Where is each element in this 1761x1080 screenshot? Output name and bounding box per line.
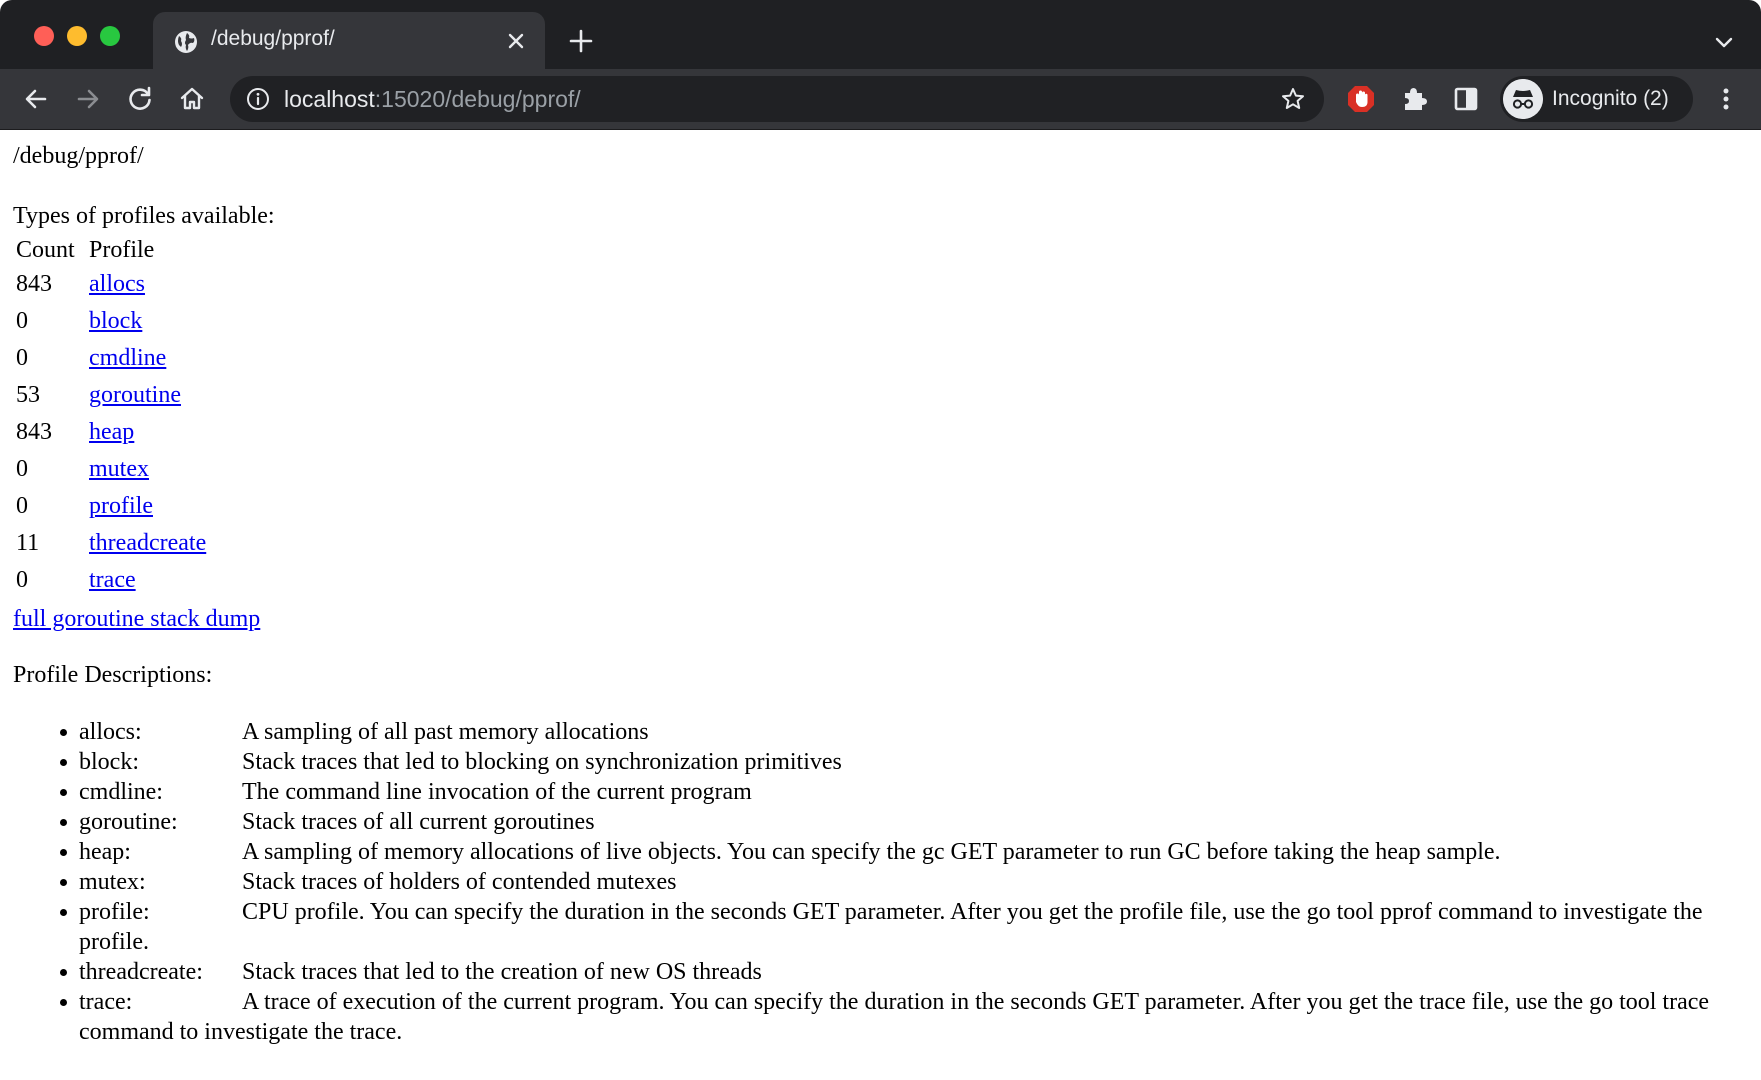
list-item: [79, 837, 1749, 867]
home-icon[interactable]: [176, 83, 208, 115]
table-row: [16, 418, 206, 455]
full-goroutine-dump-link[interactable]: full goroutine stack dump: [13, 606, 261, 632]
description-text: A sampling of all past memory allocations: [242, 719, 649, 745]
profile-link-trace[interactable]: trace: [89, 567, 136, 593]
incognito-icon: [1503, 79, 1543, 119]
table-row: [16, 566, 206, 603]
list-item: [79, 957, 1749, 987]
profiles-table: [16, 236, 206, 603]
page-title: /debug/pprof/: [13, 143, 144, 169]
tab-title: /debug/pprof/: [211, 27, 335, 50]
profile-count: 0: [16, 456, 28, 482]
new-tab-icon[interactable]: [568, 28, 594, 54]
table-row: [16, 492, 206, 529]
profile-count: 0: [16, 308, 28, 334]
profile-link-goroutine[interactable]: goroutine: [89, 382, 181, 408]
close-icon[interactable]: [505, 30, 527, 52]
list-item: [79, 717, 1749, 747]
profile-count: 843: [16, 419, 52, 445]
url-text[interactable]: [284, 86, 581, 113]
description-text: Stack traces that led to the creation of new OS threads: [242, 959, 762, 985]
description-name: goroutine:: [79, 809, 178, 835]
profile-link-profile[interactable]: profile: [89, 493, 153, 519]
profile-link-threadcreate[interactable]: threadcreate: [89, 530, 207, 556]
profile-count: 0: [16, 345, 28, 371]
profile-count: 11: [16, 530, 40, 556]
tab-strip: [0, 0, 1761, 69]
description-name: trace:: [79, 989, 133, 1015]
incognito-label: Incognito (2): [1552, 87, 1669, 110]
description-name: block:: [79, 749, 139, 775]
description-name: threadcreate:: [79, 959, 203, 985]
description-text: Stack traces of all current goroutines: [242, 809, 595, 835]
list-item: [79, 747, 1749, 777]
profile-link-block[interactable]: block: [89, 308, 143, 334]
chevron-down-icon[interactable]: [1712, 32, 1736, 52]
table-row: [16, 455, 206, 492]
more-menu-icon[interactable]: [1710, 83, 1742, 115]
profile-link-heap[interactable]: heap: [89, 419, 135, 445]
extensions-puzzle-icon[interactable]: [1398, 83, 1430, 115]
description-text: Stack traces of holders of contended mutexes: [242, 869, 677, 895]
maximize-window-button[interactable]: [100, 26, 120, 46]
profile-count: 0: [16, 493, 28, 519]
list-item: [79, 897, 1749, 957]
browser-toolbar: [0, 69, 1761, 130]
bookmark-star-icon[interactable]: [1280, 86, 1306, 112]
description-text: A sampling of memory allocations of live objects. You can specify the gc GET parameter to run GC before taking the heap sample.: [242, 839, 1501, 865]
list-item: [79, 807, 1749, 837]
table-row: [16, 307, 206, 344]
profile-link-mutex[interactable]: mutex: [89, 456, 149, 482]
info-icon[interactable]: [246, 87, 270, 111]
ad-blocker-hand-icon[interactable]: [1345, 83, 1377, 115]
description-name: heap:: [79, 839, 131, 865]
description-text: Stack traces that led to blocking on synchronization primitives: [242, 749, 842, 775]
description-name: mutex:: [79, 869, 146, 895]
profile-count: 53: [16, 382, 40, 408]
globe-icon: [173, 29, 199, 55]
reload-icon[interactable]: [124, 83, 156, 115]
description-name: profile:: [79, 899, 150, 925]
profile-link-cmdline[interactable]: cmdline: [89, 345, 167, 371]
url-host: localhost: [284, 86, 375, 112]
description-text: A trace of execution of the current program. You can specify the duration in the seconds GET parameter. After you get the trace file, use the go tool trace command to investigate the trace.: [79, 989, 1710, 1045]
list-item: [79, 987, 1749, 1047]
incognito-profile-button[interactable]: [1500, 76, 1693, 122]
profile-link-allocs[interactable]: allocs: [89, 271, 145, 297]
close-window-button[interactable]: [34, 26, 54, 46]
minimize-window-button[interactable]: [67, 26, 87, 46]
address-bar[interactable]: [230, 76, 1324, 122]
description-name: allocs:: [79, 719, 142, 745]
types-label: Types of profiles available:: [13, 203, 275, 229]
profile-count: 843: [16, 271, 52, 297]
table-row: [16, 344, 206, 381]
table-row: [16, 270, 206, 307]
back-arrow-icon[interactable]: [20, 83, 52, 115]
descriptions-heading: Profile Descriptions:: [13, 662, 213, 688]
page-content: [0, 130, 1761, 1080]
list-item: [79, 777, 1749, 807]
descriptions-list: [79, 717, 1749, 1047]
description-text: The command line invocation of the current program: [242, 779, 752, 805]
description-text: CPU profile. You can specify the duration in the seconds GET parameter. After you get the profile file, use the go tool pprof command to investigate the profile.: [79, 899, 1703, 955]
forward-arrow-icon[interactable]: [72, 83, 104, 115]
url-path: :15020/debug/pprof/: [374, 86, 581, 112]
table-header-row: [16, 236, 206, 270]
list-item: [79, 867, 1749, 897]
profile-count: 0: [16, 567, 28, 593]
table-row: [16, 529, 206, 566]
table-row: [16, 381, 206, 418]
side-panel-icon[interactable]: [1450, 83, 1482, 115]
tab-active[interactable]: [153, 12, 545, 69]
profile-header: Profile: [89, 237, 155, 263]
count-header: Count: [16, 237, 75, 263]
description-name: cmdline:: [79, 779, 163, 805]
